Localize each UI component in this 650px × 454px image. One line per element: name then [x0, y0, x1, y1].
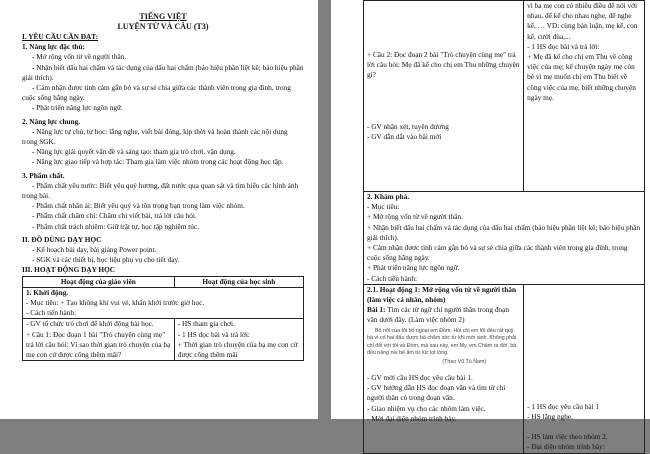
list-item: - Phẩm chất nhân ái: Biết yêu quý và tôn trọng bạn trong làm việc nhóm.: [32, 201, 245, 211]
document-page-1: [0, 0, 318, 419]
teacher-cell: [364, 284, 524, 453]
story-excerpt: Bố nói của tôi bố ngoại em Đồm. Hồi chị em tôi đều rất quý bà vì có hai đấu được bà chăm sóc từ khi mới sinh. Không phải chỉ đối với tôi và Đồm, mà sau này, em My, em Châm ra đời, bà đều nâng niu bế ẵm từ lúc lọt lòng.: [367, 327, 517, 357]
student-cell: [524, 1, 645, 192]
list-item: - 1 HS đọc bài và trả lời:: [177, 329, 250, 339]
list-item: - GV mời cầu HS đọc yêu cầu bài 1.: [367, 373, 473, 383]
list-item: + Phát triển năng lực ngôn ngữ.: [367, 263, 460, 273]
subject-heading: TIẾNG VIỆT: [139, 12, 187, 21]
document-page-2: [331, 0, 650, 452]
story-author: (Theo Vũ Tú Nam): [442, 359, 487, 366]
list-item: - Nhận biết dấu hai chấm và tác dụng của dấu hai chấm (báo hiệu phần liệt kê; báo hiệu phần giải thích).: [22, 62, 304, 82]
list-item: - HS làm việc theo nhóm 2.: [527, 432, 608, 442]
subsection-1-title: 1. Năng lực đặc thù:: [22, 42, 85, 52]
warmup-cell: [23, 287, 304, 319]
list-item: vì ba mẹ con có nhiều điều để nói với nhau, để kể cho nhau nghe, để nghe kể, … VD: cùng bàn luận, mẹ kể, con kể, cười đùa,...: [527, 1, 638, 41]
list-item: - GV tổ chức trò chơi để khởi động bài học.: [26, 319, 154, 329]
teacher-cell: [23, 319, 175, 361]
list-item: - GV nhận xét, tuyên dương: [367, 122, 449, 131]
lesson-heading: LUYỆN TỪ VÀ CÂU (T3): [117, 22, 209, 31]
teacher-end-notes: [367, 122, 520, 142]
list-item: + Mẹ đã kể cho chị em Thu về công việc của mẹ; kể chuyện ngày mẹ còn bé vì mẹ muốn chị em Thu biết về công việc của mẹ, biết những chuyện ngày mẹ.: [527, 52, 636, 102]
section-3-title: III. HOẠT ĐỘNG DẠY HỌC: [22, 265, 116, 275]
list-item: - HS lắng nghe.: [527, 412, 573, 422]
activity-table-continued: [363, 0, 645, 454]
explore-cell: [364, 192, 645, 285]
list-item: - Năng lực giao tiếp và hợp tác: Tham gia làm việc nhóm trong các hoạt động học tập.: [32, 157, 284, 167]
activity-1-title: 2.1. Hoạt động 1: Mở rộng vốn từ về người thân (làm việc cá nhân, nhóm): [367, 284, 517, 305]
list-item: - GV dẫn dắt vào bài mới: [367, 132, 442, 142]
list-item: - Phẩm chất yêu nước: Biết yêu quý hương, đất nước qua quan sát và tìm hiểu các hình ảnh trong bài.: [22, 180, 299, 201]
table-row: [23, 319, 304, 361]
list-item: - Phát triển năng lực ngôn ngữ.: [32, 103, 123, 113]
table-header-teacher: Hoạt động của giáo viên: [23, 276, 175, 287]
student-cell: [174, 319, 303, 361]
list-item: - GV hướng dẫn HS đọc đoạn văn và tìm từ chỉ người thân có trong đoạn văn.: [367, 383, 506, 403]
list-item: - Mục tiêu:: [367, 202, 400, 212]
student-cell: [524, 284, 645, 453]
list-item: - Cách tiến hành:: [367, 273, 418, 283]
list-item: - Cách tiến hành:: [26, 308, 77, 318]
list-item: - Mời đại diện nhóm trình bày.: [367, 413, 457, 423]
subsection-3-list: [22, 181, 304, 232]
list-item: + Cảm nhận được tình cảm gắn bó và sự sẻ chia giữa các thành viên trong gia đình, trong cuộc sống hằng ngày.: [367, 243, 628, 263]
list-item: - 1 HS đọc bài và trả lời:: [527, 41, 600, 51]
section-2-title: II. ĐỒ DÙNG DẠY HỌC: [22, 234, 102, 244]
list-item: - Giao nhiệm vụ cho các nhóm làm việc.: [367, 403, 486, 413]
list-item: - HS tham gia chơi.: [177, 319, 235, 329]
list-item: - 1 HS đọc yêu cầu bài 1: [527, 401, 600, 411]
exercise-1-label: Bài 1:: [367, 305, 386, 315]
list-item: + Câu 1: Đọc đoạn 1 bài "Trò chuyện cùng mẹ" trả lời câu hỏi: Vì sao thời gian trò chuyện của bạ mẹ con cứ được công thêm mãi?: [26, 329, 171, 360]
exercise-1-text: Tìm các từ ngữ chỉ người thân trong đoạn văn dưới đây. (Làm việc nhóm 2): [367, 305, 510, 325]
list-item: - Phẩm chất trách nhiệm: Giữ trật tự, học tập nghiêm túc.: [32, 221, 199, 231]
warmup-title: 1. Khởi động.: [26, 287, 69, 297]
subsection-3-title: 3. Phẩm chất.: [22, 170, 65, 180]
subsection-2-title: 2. Năng lực chung.: [22, 116, 81, 126]
list-item: - Cảm nhận được tình cảm gắn bó và sự sẻ chia giữa các thành viên trong gia đình, trong cuộc sống hằng ngày.: [22, 83, 291, 103]
activity-table: [22, 276, 304, 362]
list-item: + Mở rộng vốn từ về người thân.: [367, 212, 463, 222]
section-1-title: I. YÊU CẦU CẦN ĐẠT:: [22, 32, 99, 41]
table-row: [364, 1, 645, 192]
list-item: - Năng lực tự chủ, tự học: lắng nghe, viết bài đúng, kịp thời và hoàn thành các nội dung trong SGK.: [22, 126, 288, 147]
exercise-1: [367, 305, 520, 325]
list-item: - SGK và các thiết bị, học liệu phụ vụ cho tiết dạy.: [32, 255, 180, 265]
list-item: - Mục tiêu: + Tạo không khí vui vẻ, khấn khởi trước giờ học.: [26, 298, 205, 308]
list-item: - Đại diện nhóm trình bày:: [527, 442, 605, 452]
list-item: - Kế hoạch bài dạy, bài giảng Power point.: [32, 245, 157, 255]
list-item: - Năng lực giải quyết vấn đề và sáng tạo: tham gia trò chơi, vận dụng.: [32, 147, 236, 157]
list-item: + Nhận biết dấu hai chấm và tác dụng của dấu hai chấm (báo hiệu phần liệt kê; báo hiệu phần giải thích).: [367, 222, 641, 242]
subsection-1-list: [22, 52, 304, 113]
table-row: [364, 284, 645, 453]
list-item: + Câu 2: Đọc đoạn 2 bài "Trò chuyện cùng mẹ" trả lời câu hỏi: Mẹ đã kể cho chị em Thu những chuyện gì?: [367, 50, 520, 80]
explore-title: 2. Khám phá.: [367, 192, 410, 201]
teacher-cell: [364, 1, 524, 192]
table-header-student: Hoạt động của học sinh: [174, 276, 303, 287]
list-item: - Phẩm chất chăm chỉ: Chăm chỉ viết bài, trả lời câu hỏi.: [32, 211, 197, 221]
list-item: + Thời gian trò chuyện của bạ mẹ con cứ được công thêm mãi: [177, 339, 298, 360]
list-item: - Mở rộng vốn từ về người thân.: [32, 52, 127, 62]
subsection-2-list: [22, 127, 304, 168]
